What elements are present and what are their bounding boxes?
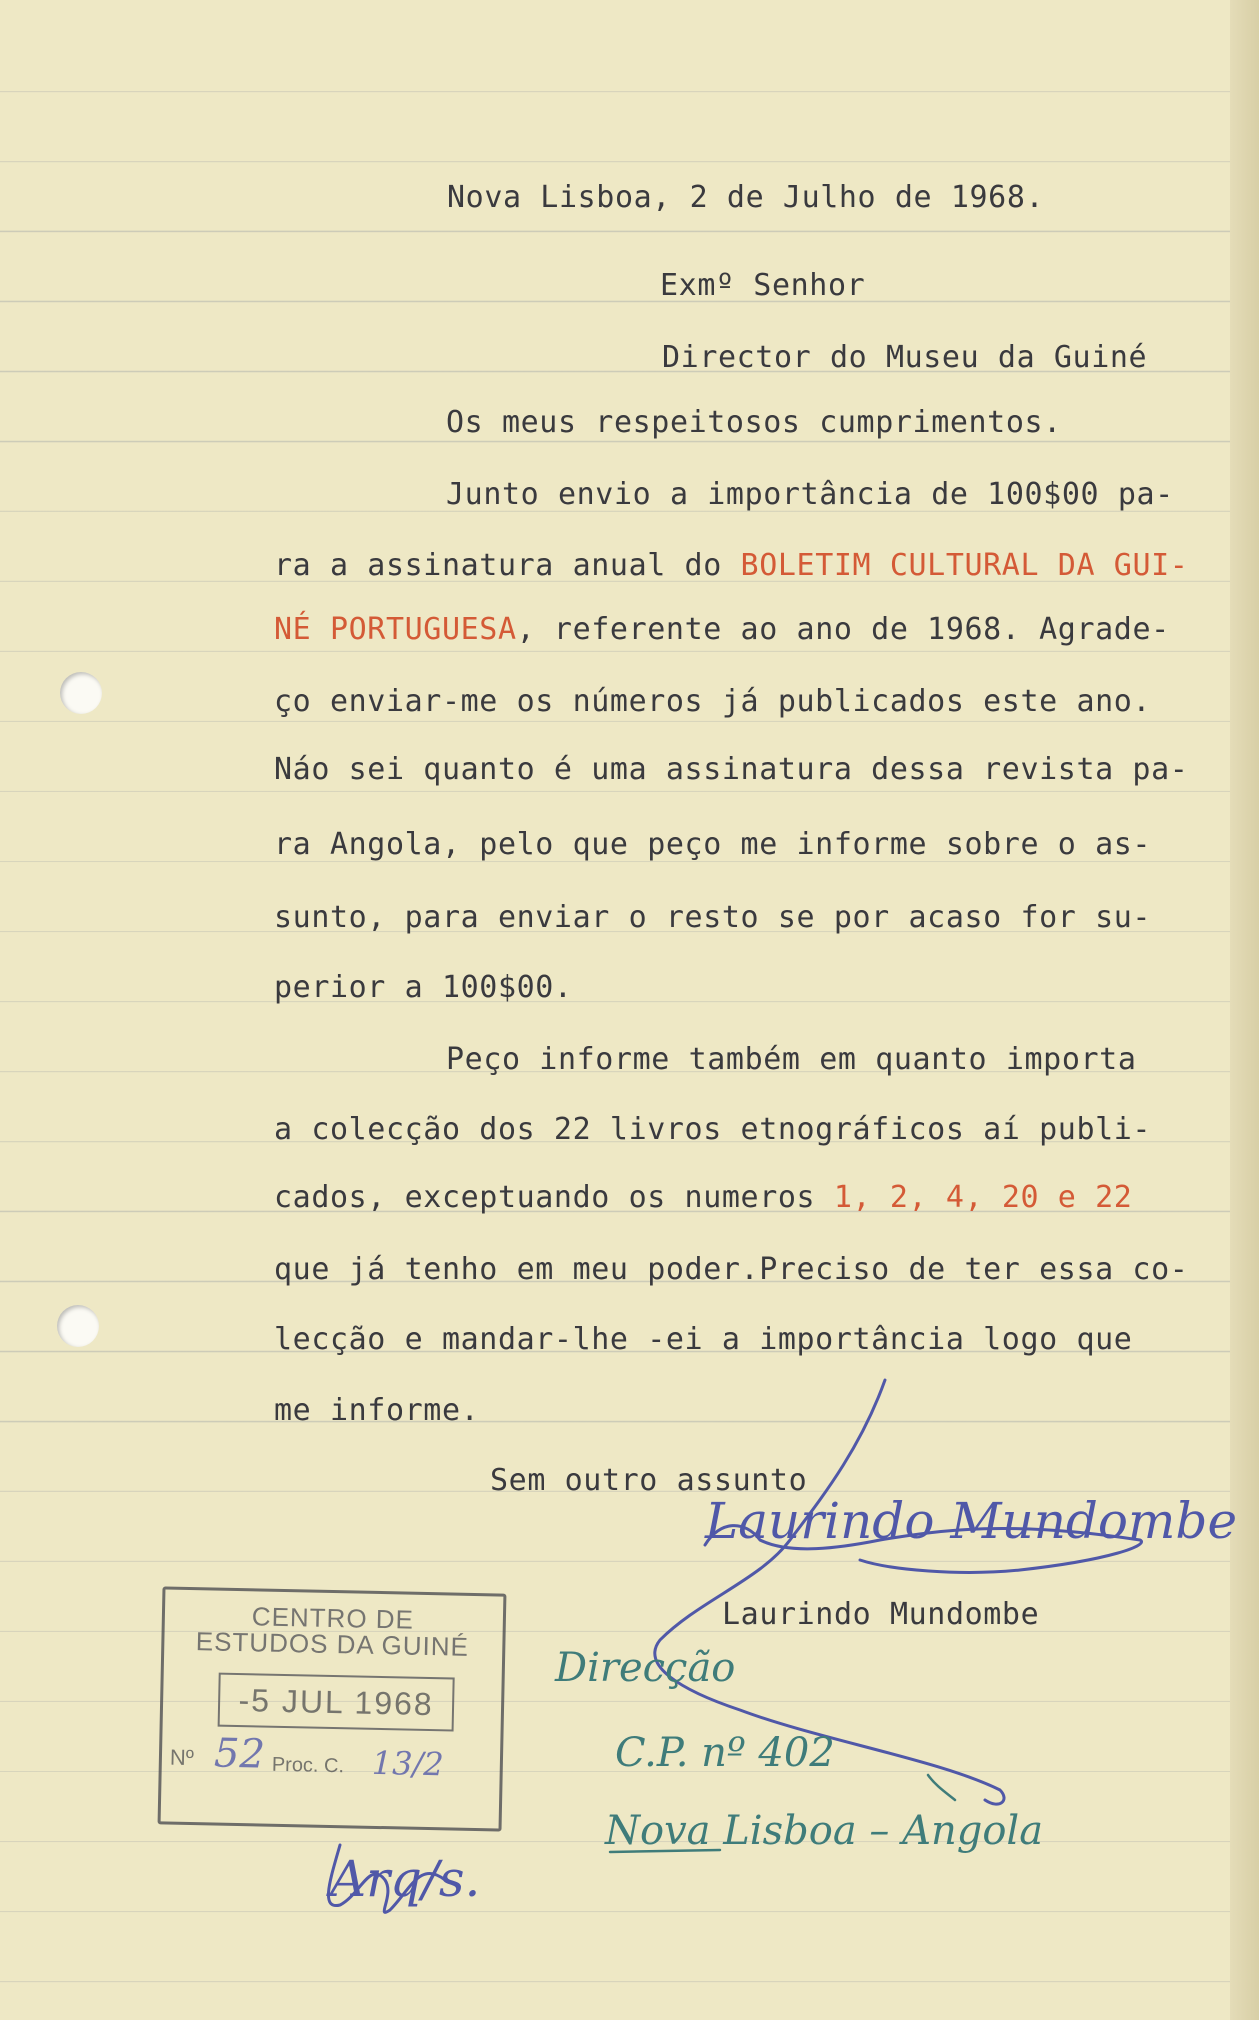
body-line-13: lecção e mandar-lhe -ei a importância logo que bbox=[274, 1322, 1133, 1357]
date-line: Nova Lisboa, 2 de Julho de 1968. bbox=[447, 180, 1045, 215]
body-line-3-text: , referente ao ano de 1968. Agrade- bbox=[516, 612, 1170, 647]
handwritten-initials: Arq/s. bbox=[330, 1850, 481, 1908]
stamp-number-label: Nº bbox=[169, 1744, 195, 1771]
journal-title-part2: NÉ PORTUGUESA bbox=[274, 612, 517, 647]
pen-tick bbox=[928, 1775, 955, 1800]
salutation: Exmº Senhor bbox=[660, 268, 866, 303]
body-line-9: Peço informe também em quanto importa bbox=[446, 1042, 1137, 1077]
handwritten-address-line-2: C.P. nº 402 bbox=[615, 1730, 835, 1776]
body-line-4: ço enviar-me os números já publicados este ano. bbox=[274, 684, 1152, 719]
closing: Sem outro assunto bbox=[490, 1463, 808, 1498]
stamp-proc-label: Proc. C. bbox=[271, 1753, 345, 1778]
body-line-14: me informe. bbox=[274, 1393, 480, 1428]
greeting: Os meus respeitosos cumprimentos. bbox=[446, 405, 1062, 440]
body-line-10: a colecção dos 22 livros etnográficos aí publi- bbox=[274, 1112, 1152, 1147]
body-line-12: que já tenho em meu poder.Preciso de ter essa co- bbox=[274, 1252, 1189, 1287]
journal-title-part1: BOLETIM CULTURAL DA GUI- bbox=[740, 548, 1189, 583]
body-line-2-text: ra a assinatura anual do bbox=[274, 548, 741, 583]
addressee: Director do Museu da Guiné bbox=[662, 340, 1148, 375]
body-line-7: sunto, para enviar o resto se por acaso for su- bbox=[274, 900, 1152, 935]
body-line-6: ra Angola, pelo que peço me informe sobre o as- bbox=[274, 827, 1152, 862]
body-line-1: Junto envio a importância de 100$00 pa- bbox=[446, 477, 1174, 512]
stamp-number: 52 bbox=[213, 1730, 266, 1778]
book-numbers: 1, 2, 4, 20 e 22 bbox=[833, 1180, 1133, 1215]
handwritten-signature: Laurindo Mundombe bbox=[705, 1492, 1238, 1550]
stamp-date: -5 JUL 1968 bbox=[218, 1673, 455, 1732]
body-line-5: Náo sei quanto é uma assinatura dessa revista pa- bbox=[274, 752, 1189, 787]
handwritten-address-line-1: Direcção bbox=[555, 1645, 736, 1691]
body-line-11-text: cados, exceptuando os numeros bbox=[274, 1180, 834, 1215]
body-line-8: perior a 100$00. bbox=[274, 970, 573, 1005]
stamp-proc-value: 13/2 bbox=[371, 1743, 445, 1784]
typed-name: Laurindo Mundombe bbox=[722, 1597, 1040, 1632]
handwritten-address-line-3: Nova Lisboa – Angola bbox=[605, 1808, 1044, 1854]
stamp-title: CENTRO DE ESTUDOS DA GUINÉ bbox=[195, 1601, 470, 1662]
